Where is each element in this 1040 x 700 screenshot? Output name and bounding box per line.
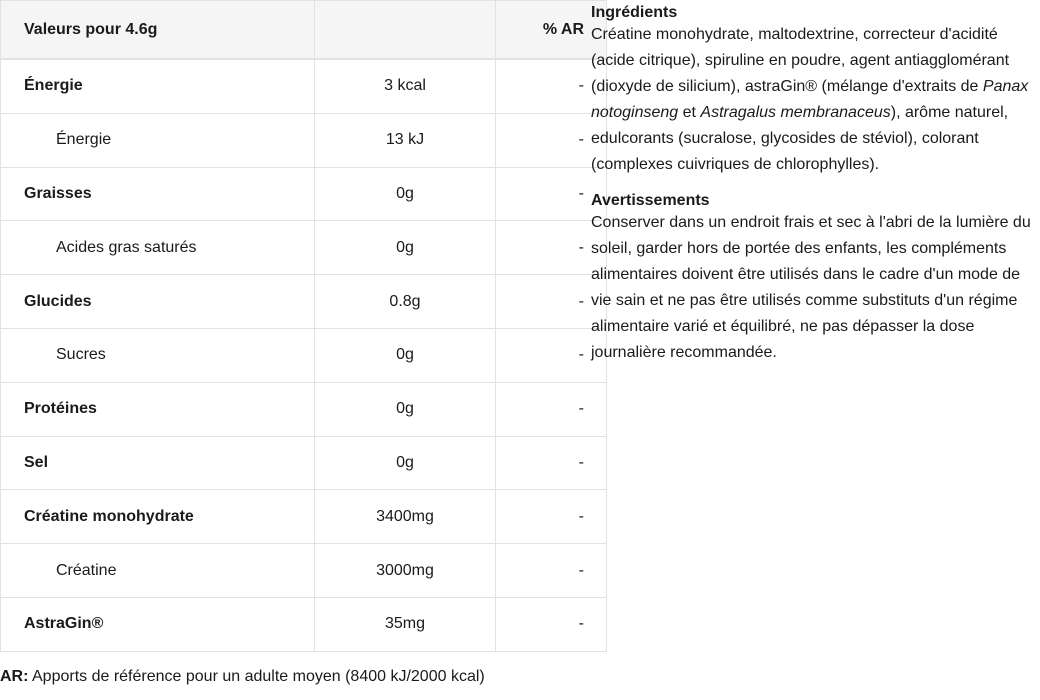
nutrient-name: Sel <box>1 436 315 490</box>
table-row <box>1 597 607 651</box>
nutrient-value: 3400mg <box>315 490 496 544</box>
nutrient-ar: - <box>496 328 607 382</box>
nutrient-value: 13 kJ <box>315 113 496 167</box>
nutrient-name: Énergie <box>1 113 315 167</box>
table-header-row <box>1 1 607 60</box>
nutrient-value: 0g <box>315 328 496 382</box>
nutrient-name: Créatine monohydrate <box>1 490 315 544</box>
table-row <box>1 113 607 167</box>
nutrient-value: 0g <box>315 167 496 221</box>
nutrient-ar: - <box>496 221 607 275</box>
ingredients-title: Ingrédients <box>591 4 678 21</box>
nutrient-ar: - <box>496 167 607 221</box>
table-row <box>1 221 607 275</box>
ingredients-text <box>591 22 1031 178</box>
warnings-text: Conserver dans un endroit frais et sec à l'abri de la lumière du soleil, garder hors de portée des enfants, les compléments alimentaires doivent être utilisés dans le cadre d'un mode de vie sain et ne pas être utilisés comme substituts d'un régime alimentaire varié et équilibré, ne pas dépasser la dose journalière recommandée. <box>591 214 1031 361</box>
nutrient-ar: - <box>496 59 607 113</box>
ingredients-part: et <box>678 104 701 121</box>
table-row <box>1 436 607 490</box>
table-row <box>1 275 607 329</box>
ingredients-part: ), arôme naturel, edulcorants (sucralose, glycosides de stéviol), colorant (complexes cuivriques de chlorophylles). <box>591 104 1009 173</box>
reference-footnote <box>0 668 485 686</box>
nutrient-name: Énergie <box>1 59 315 113</box>
nutrient-ar: - <box>496 597 607 651</box>
nutrient-ar: - <box>496 382 607 436</box>
nutrient-ar: - <box>496 544 607 598</box>
nutrient-ar: - <box>496 275 607 329</box>
nutrient-value: 0g <box>315 382 496 436</box>
table-row <box>1 382 607 436</box>
nutrient-value: 0g <box>315 221 496 275</box>
ingredients-part: Créatine monohydrate, maltodextrine, correcteur d'acidité (acide citrique), spiruline en poudre, agent antiagglomérant (dioxyde de silicium), astraGin® (mélange d'extraits de <box>591 26 1010 95</box>
nutrient-value: 0.8g <box>315 275 496 329</box>
nutrient-name: Graisses <box>1 167 315 221</box>
nutrient-name: Acides gras saturés <box>1 221 315 275</box>
nutrient-name: AstraGin® <box>1 597 315 651</box>
header-value <box>315 1 496 60</box>
nutrient-name: Sucres <box>1 328 315 382</box>
nutrient-value: 35mg <box>315 597 496 651</box>
header-serving: Valeurs pour 4.6g <box>1 1 315 60</box>
nutrient-name: Protéines <box>1 382 315 436</box>
product-info <box>591 4 1031 380</box>
nutrient-ar: - <box>496 113 607 167</box>
nutrient-name: Créatine <box>1 544 315 598</box>
table-row <box>1 167 607 221</box>
nutrient-ar: - <box>496 490 607 544</box>
table-row <box>1 328 607 382</box>
nutrient-value: 0g <box>315 436 496 490</box>
ingredients-species: Astragalus membranaceus <box>700 104 891 121</box>
footnote-text: Apports de référence pour un adulte moyen (8400 kJ/2000 kcal) <box>28 668 485 685</box>
footnote-label: AR: <box>0 668 29 685</box>
nutrient-value: 3 kcal <box>315 59 496 113</box>
ingredients-species: Panax notoginseng <box>591 78 1029 121</box>
warnings-title: Avertissements <box>591 192 710 209</box>
header-ar: % AR <box>496 1 607 60</box>
nutrient-ar: - <box>496 436 607 490</box>
nutrient-value: 3000mg <box>315 544 496 598</box>
table-row <box>1 544 607 598</box>
table-row <box>1 59 607 113</box>
nutrient-name: Glucides <box>1 275 315 329</box>
table-row <box>1 490 607 544</box>
